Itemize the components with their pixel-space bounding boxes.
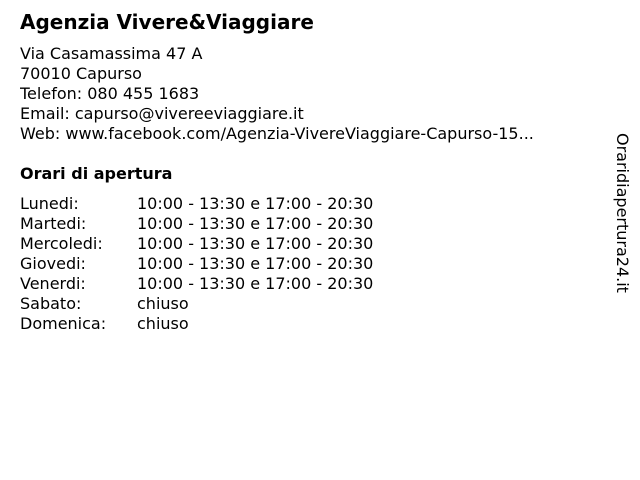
phone-number: Telefon: 080 455 1683 (20, 84, 200, 103)
day-label: Martedi: (20, 214, 87, 233)
time-value: 10:00 - 13:30 e 17:00 - 20:30 (137, 194, 374, 213)
day-label: Lunedi: (20, 194, 79, 213)
website-url: Web: www.facebook.com/Agenzia-VivereViaggiare-Capurso-15... (20, 124, 534, 143)
business-name: Agenzia Vivere&Viaggiare (20, 10, 314, 34)
day-label: Giovedi: (20, 254, 86, 273)
hours-row-wednesday (20, 234, 373, 254)
hours-row-friday (20, 274, 373, 294)
time-value: chiuso (137, 314, 189, 333)
opening-hours-heading: Orari di apertura (20, 164, 173, 183)
hours-row-tuesday (20, 214, 373, 234)
hours-row-monday (20, 194, 373, 214)
day-label: Mercoledi: (20, 234, 103, 253)
time-value: 10:00 - 13:30 e 17:00 - 20:30 (137, 214, 374, 233)
site-watermark: Oraridiapertura24.it (613, 133, 632, 293)
opening-hours-table (20, 194, 373, 334)
street-address: Via Casamassima 47 A (20, 44, 203, 63)
day-label: Sabato: (20, 294, 82, 313)
city-address: 70010 Capurso (20, 64, 142, 83)
contact-block (20, 44, 600, 144)
email-address: Email: capurso@vivereeviaggiare.it (20, 104, 304, 123)
time-value: 10:00 - 13:30 e 17:00 - 20:30 (137, 254, 374, 273)
day-label: Domenica: (20, 314, 107, 333)
day-label: Venerdi: (20, 274, 86, 293)
hours-row-sunday (20, 314, 373, 334)
hours-row-thursday (20, 254, 373, 274)
time-value: 10:00 - 13:30 e 17:00 - 20:30 (137, 234, 374, 253)
hours-row-saturday (20, 294, 373, 314)
time-value: 10:00 - 13:30 e 17:00 - 20:30 (137, 274, 374, 293)
time-value: chiuso (137, 294, 189, 313)
